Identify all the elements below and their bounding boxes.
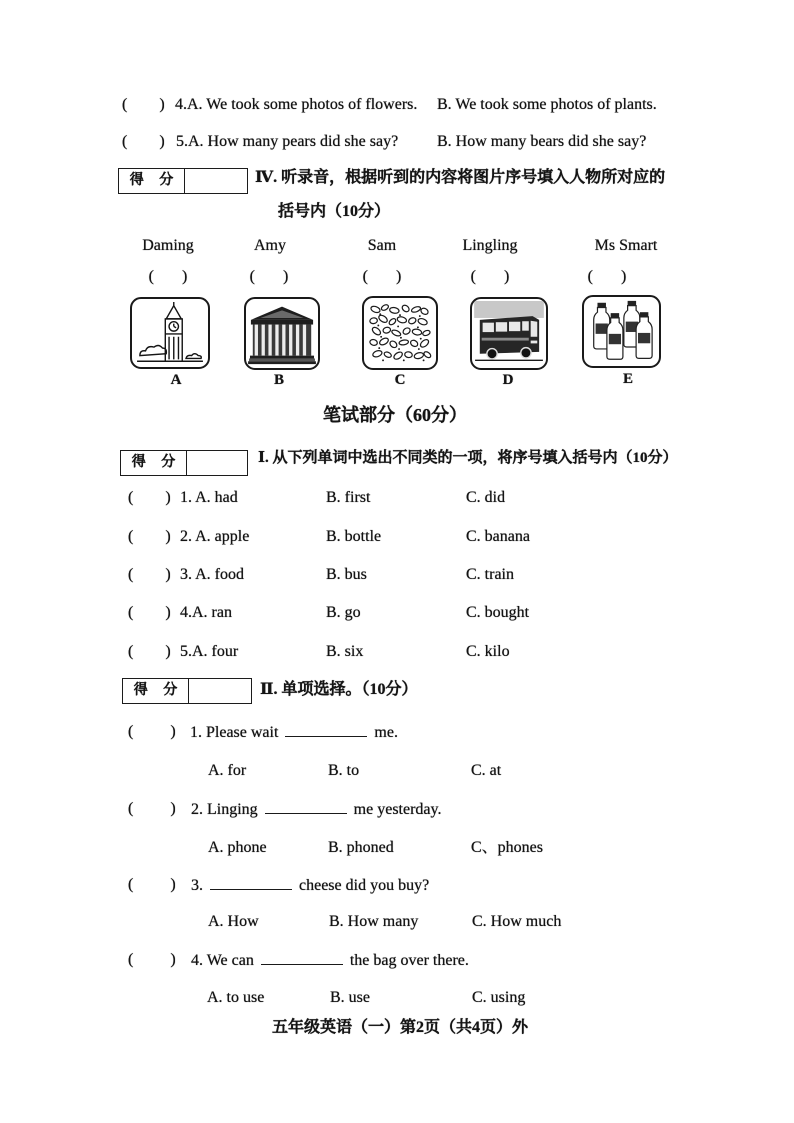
score-blank [189,679,251,703]
option-b: B. How many bears did she say? [437,133,647,150]
option-c: C. banana [466,528,530,545]
answer-blank [265,799,347,814]
stem-before: 2. Linging [191,801,258,818]
option-b: B. six [326,643,364,660]
picture-label: E [622,371,634,387]
option-b: B. How many [329,913,419,930]
stem-before: 4. We can [191,952,254,969]
option-b: B. go [326,604,361,621]
picture-label: D [502,372,514,388]
option-a: 1. A. had [180,489,238,506]
answer-blank [285,722,367,737]
option-c: C. train [466,566,514,583]
option-b: B. bottle [326,528,382,545]
option-b: B. first [326,489,371,506]
picture-b [244,297,320,370]
option-a: A. to use [207,989,265,1006]
option-b: B. bus [326,566,367,583]
answer-paren: ( ) [128,951,176,968]
section-i-title: Ⅰ. 从下列单词中选出不同类的一项，将序号填入括号内（10分） [258,450,678,466]
option-a: 5.A. How many pears did she say? [176,133,399,150]
answer-paren: ( ) [470,268,510,285]
score-label: 得 分 [121,451,187,475]
option-a: 4.A. ran [180,604,232,621]
answer-paren: ( ) [148,268,188,285]
map-icon [366,300,434,366]
answer-paren: ( ) [128,489,171,506]
person-name: Amy [254,237,286,254]
stem-before: 1. Please wait [190,724,279,741]
score-box [120,450,248,476]
milk-bottles-icon [586,299,657,364]
stem-after: cheese did you buy? [299,877,430,894]
section-iv-title-cont: 括号内（10分） [278,203,391,220]
option-a: 4.A. We took some photos of flowers. [175,96,418,113]
answer-paren: ( ) [128,566,171,583]
score-label: 得 分 [119,169,185,193]
option-a: A. How [208,913,259,930]
person-name: Ms Smart [594,237,658,254]
option-b: B. use [330,989,370,1006]
option-c: C. How much [472,913,562,930]
option-c: C. at [471,762,502,779]
option-b: B. to [328,762,360,779]
person-name: Sam [367,237,397,254]
answer-paren: ( ) [128,643,171,660]
option-a: 5.A. four [180,643,239,660]
option-c: C. using [472,989,526,1006]
picture-a [130,297,210,369]
person-name: Daming [142,237,194,254]
written-part-title: 笔试部分（60分） [323,405,467,425]
question-stem [191,950,469,971]
stem-after: the bag over there. [349,952,469,969]
option-b: B. phoned [328,839,394,856]
big-ben-icon [134,301,206,365]
score-label: 得 分 [123,679,189,703]
score-box [118,168,248,194]
picture-d [470,297,548,370]
option-a: 2. A. apple [180,528,250,545]
person-name: Lingling [462,237,518,254]
question-stem [191,875,429,896]
picture-e [582,295,661,368]
score-blank [187,451,247,475]
option-c: C. kilo [466,643,510,660]
score-blank [185,169,247,193]
answer-paren: ( ) [128,528,171,545]
answer-paren: ( ) [249,268,289,285]
score-box [122,678,252,704]
answer-paren: ( ) [128,723,176,740]
section-ii-title: Ⅱ. 单项选择。（10分） [260,681,418,698]
museum-icon [248,301,316,366]
answer-paren: ( ) [128,604,171,621]
answer-paren: ( ) [128,876,176,893]
stem-after: me yesterday. [353,801,442,818]
option-a: 3. A. food [180,566,244,583]
answer-paren: ( ) [128,800,176,817]
picture-label: A [170,372,182,388]
option-a: A. for [208,762,247,779]
picture-label: B [273,372,285,388]
page-footer: 五年级英语（一）第2页（共4页）外 [272,1019,529,1036]
question-stem [190,722,398,743]
answer-paren: ( ) [587,268,627,285]
answer-blank [261,950,343,965]
option-b: B. We took some photos of plants. [437,96,657,113]
stem-after: me. [374,724,398,741]
bus-icon [474,301,544,366]
question-stem [191,799,441,820]
option-c: C. did [466,489,506,506]
option-a: A. phone [208,839,267,856]
picture-c [362,296,438,370]
picture-label: C [394,372,406,388]
answer-paren: ( ) [362,268,402,285]
stem-before: 3. [191,877,203,894]
option-c: C、phones [471,839,544,856]
section-iv-title: Ⅳ. 听录音，根据听到的内容将图片序号填入人物所对应的 [255,169,666,186]
answer-paren: ( ) [122,96,165,113]
answer-blank [210,875,292,890]
answer-paren: ( ) [122,133,165,150]
option-c: C. bought [466,604,530,621]
